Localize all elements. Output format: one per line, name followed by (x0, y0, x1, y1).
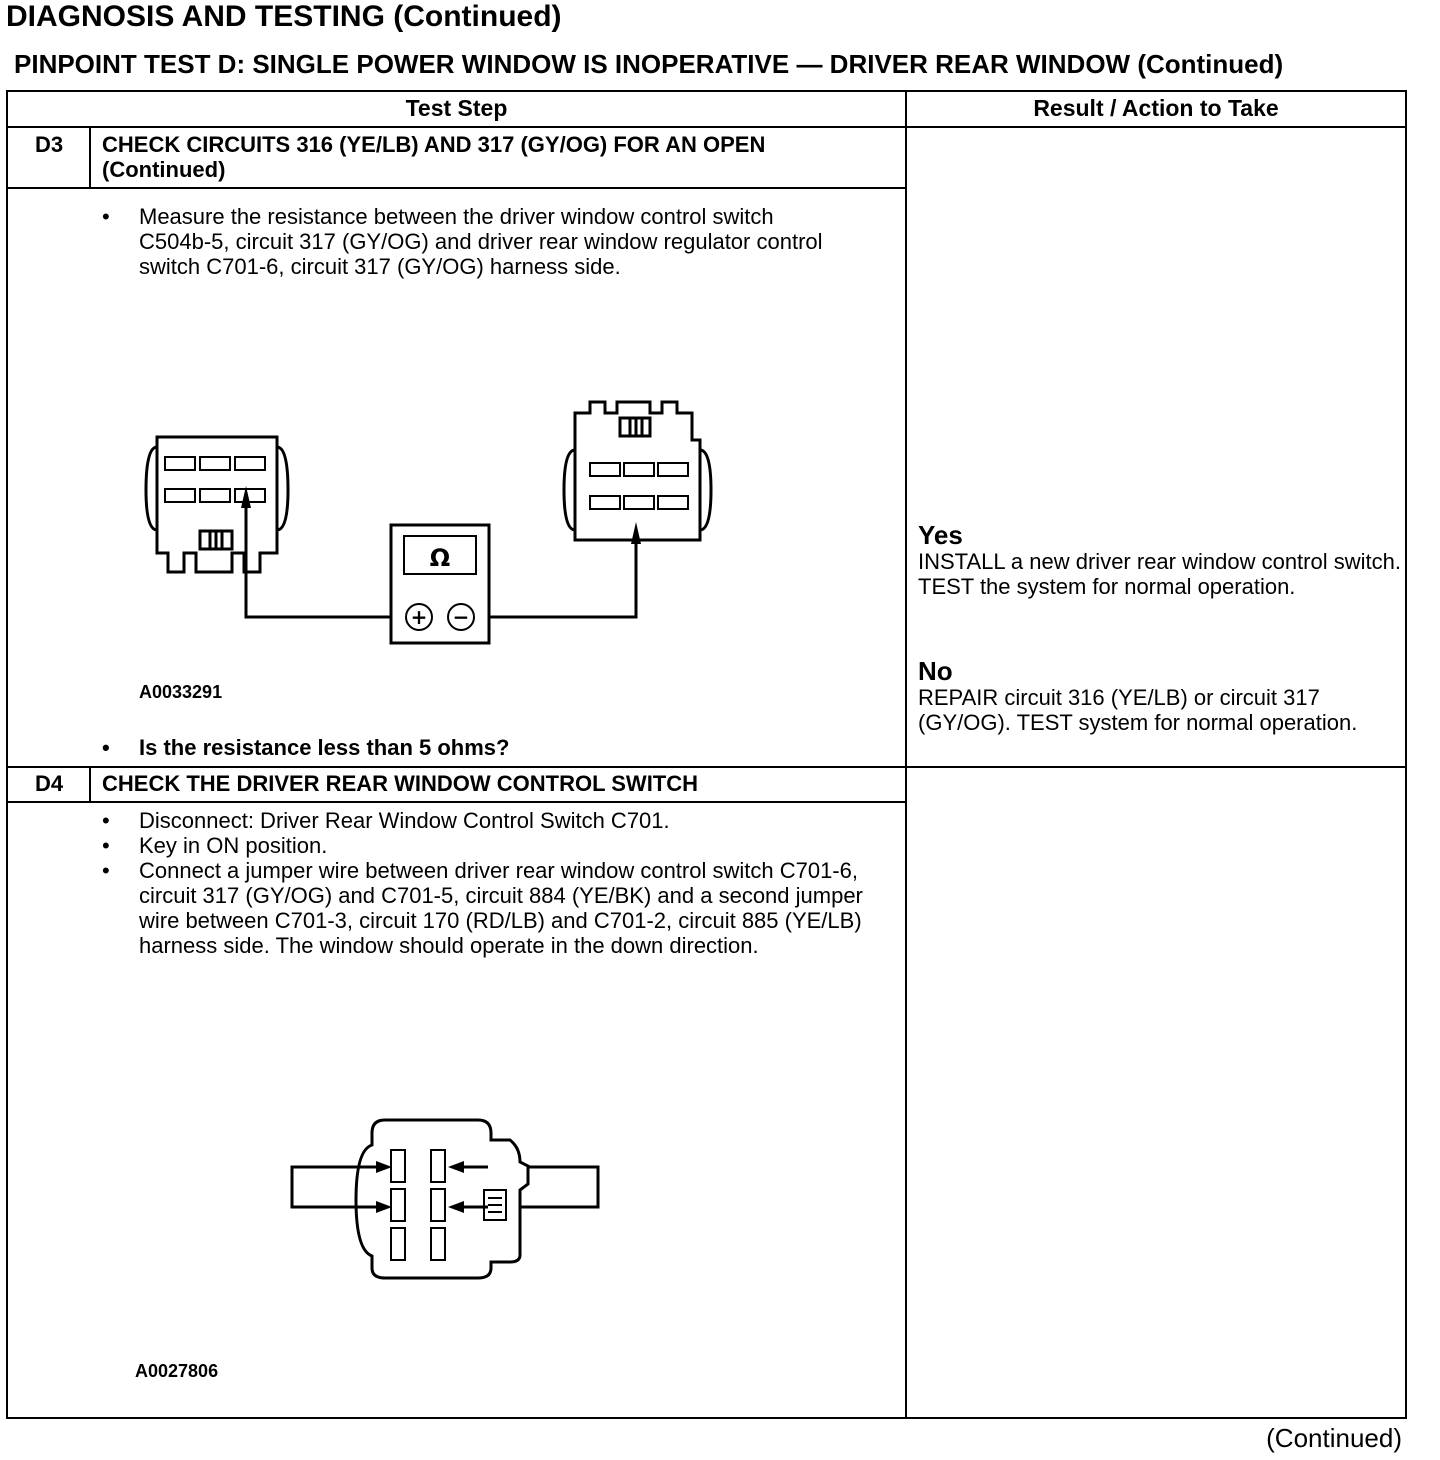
step-d4-instructions (102, 808, 867, 958)
negative-lead (489, 533, 636, 617)
positive-lead (246, 495, 391, 617)
minus-terminal-icon: − (452, 605, 470, 629)
question-text: Is the resistance less than 5 ohms? (139, 735, 510, 760)
plus-terminal-icon: + (410, 605, 428, 629)
instruction-item: • Key in ON position. (102, 833, 867, 858)
step-d3-question: • Is the resistance less than 5 ohms? (102, 735, 510, 760)
step-d3-instructions (102, 204, 842, 279)
instruction-item: • Disconnect: Driver Rear Window Control Switch C701. (102, 808, 867, 833)
step-heading-d3: CHECK CIRCUITS 316 (YE/LB) AND 317 (GY/OG) FOR AN OPEN (Continued) (102, 132, 766, 182)
resistance-measurement-diagram (130, 395, 720, 655)
result-yes-label: Yes (918, 520, 963, 550)
instruction-item: • Measure the resistance between the driver window control switch C504b-5, circuit 317 (GY/OG) and driver rear window regulator control switch C701-6, circuit 317 (GY/OG) harness side. (102, 204, 842, 279)
result-no-label: No (918, 656, 953, 686)
header-test-step: Test Step (405, 95, 508, 121)
step-heading-d4: CHECK THE DRIVER REAR WINDOW CONTROL SWITCH (102, 771, 699, 796)
ohmmeter-body (391, 525, 489, 643)
figure-id-a0033291: A0033291 (139, 682, 223, 702)
pinpoint-test-title: PINPOINT TEST D: SINGLE POWER WINDOW IS INOPERATIVE — DRIVER REAR WINDOW (Continued) (14, 49, 1284, 79)
result-no-text: REPAIR circuit 316 (YE/LB) or circuit 317 (GY/OG). TEST system for normal operation. (918, 685, 1358, 735)
figure-id-a0027806: A0027806 (135, 1361, 219, 1381)
header-result-action: Result / Action to Take (1033, 95, 1279, 121)
page-title: DIAGNOSIS AND TESTING (Continued) (6, 0, 562, 33)
continued-footer: (Continued) (1266, 1423, 1402, 1453)
result-yes-text: INSTALL a new driver rear window control switch. TEST the system for normal operation. (918, 549, 1401, 599)
ohm-symbol: Ω (429, 544, 451, 572)
instruction-item: • Connect a jumper wire between driver rear window control switch C701-6, circuit 317 (GY/OG) and C701-5, circuit 884 (YE/BK) and a second jumper wire between C701-3, circuit 170 (RD/LB) and C701-2, circuit 885 (YE/LB) harness side. The window should operate in the down direction. (102, 858, 867, 958)
step-id-d4: D4 (34, 771, 64, 796)
jumper-wire-connector-diagram (280, 1110, 610, 1290)
step-id-d3: D3 (34, 132, 64, 157)
